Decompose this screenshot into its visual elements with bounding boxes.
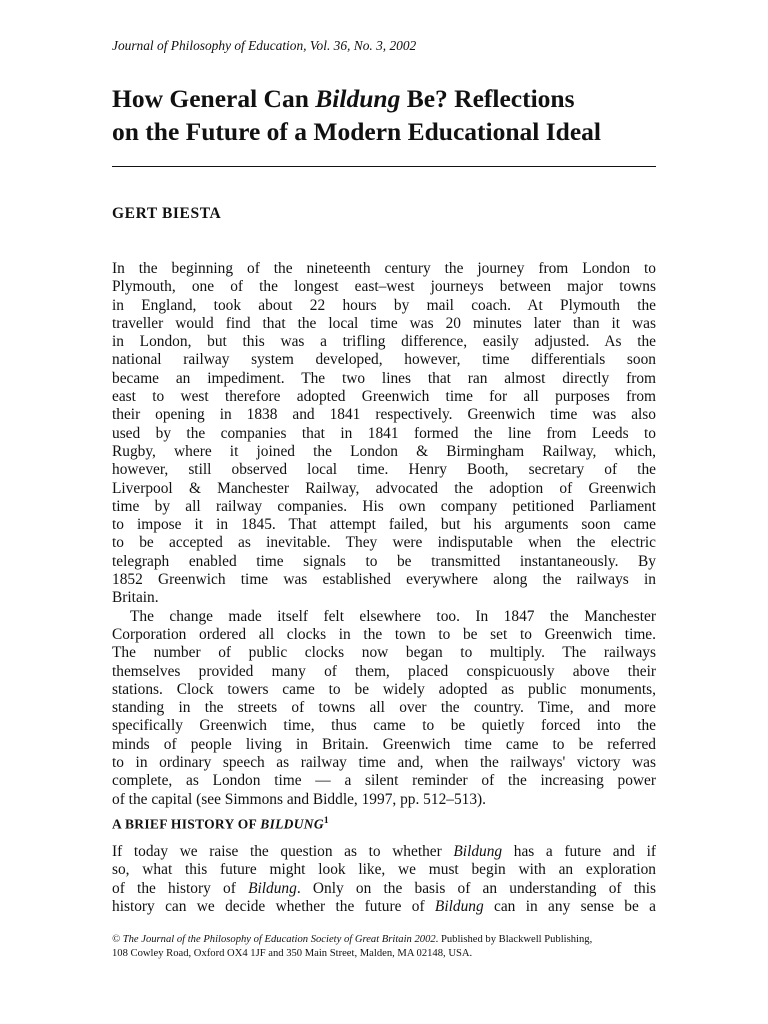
section-heading-text: A BRIEF HISTORY OF (112, 816, 261, 832)
text-run: history can we decide whether the future of (112, 897, 435, 915)
text-line: to be accepted as inevitable. They were indisputable when the electric (112, 534, 656, 552)
text-line: standing in the streets of towns all over the country. Time, and more (112, 699, 656, 717)
paragraph-2 (112, 608, 656, 809)
text-line: however, still observed local time. Henry Booth, secretary of the (112, 461, 656, 479)
text-line: Plymouth, one of the longest east–west journeys between major towns (112, 278, 656, 296)
text-line: In the beginning of the nineteenth century the journey from London to (112, 260, 656, 277)
text-line: stations. Clock towers came to be widely adopted as public monuments, (112, 680, 656, 698)
copyright-footer (112, 933, 656, 961)
title-line-2: on the Future of a Modern Educational Ideal (112, 117, 602, 146)
author-name: GERT BIESTA (112, 205, 222, 222)
text-line: east to west therefore adopted Greenwich time for all purposes from (112, 388, 656, 406)
text-line: specifically Greenwich time, thus came to be quietly forced into the (112, 717, 656, 735)
text-line (112, 898, 656, 916)
text-line: so, what this future might look like, we must begin with an exploration (112, 861, 656, 879)
text-line: 1852 Greenwich time was established everywhere along the railways in (112, 571, 656, 589)
text-line: The change made itself felt elsewhere too. In 1847 the Manchester (130, 607, 656, 625)
text-line: national railway system developed, however, time differentials soon (112, 351, 656, 369)
journal-citation: Journal of Philosophy of Education, Vol. 36, No. 3, 2002 (112, 38, 417, 53)
text-line: minds of people living in Britain. Greenwich time came to be referred (112, 735, 656, 753)
article-title (112, 82, 656, 148)
text-run: If today we raise the question as to whether (112, 843, 454, 860)
text-line: to impose it in 1845. That attempt failed, but his arguments soon came (112, 516, 656, 534)
title-text-1a: How General Can (112, 84, 316, 113)
text-run-italic: Bildung (434, 897, 484, 915)
section-heading-italic: BILDUNG (260, 816, 324, 832)
text-run: of the history of (112, 879, 249, 897)
text-line: Liverpool & Manchester Railway, advocated the adoption of Greenwich (112, 479, 656, 497)
text-line: The number of public clocks now began to multiply. The railways (112, 644, 656, 662)
publisher-info: . Published by Blackwell Publishing, (435, 934, 593, 945)
text-line (112, 880, 656, 898)
text-run: can in any sense be a (483, 897, 656, 915)
title-text-1c: Be? Reflections (400, 84, 575, 113)
text-line: in London, but this was a trifling difference, easily adjusted. As the (112, 333, 656, 351)
text-run: has a future and if (502, 843, 656, 860)
text-line: used by the companies that in 1841 formed the line from Leeds to (112, 424, 656, 442)
text-line (112, 843, 656, 861)
text-run: . Only on the basis of an understanding of this (296, 879, 656, 897)
text-line: telegraph enabled time signals to be transmitted instantaneously. By (112, 552, 656, 570)
body-text (112, 260, 656, 809)
copyright-notice: © The Journal of the Philosophy of Education Society of Great Britain 2002 (112, 934, 436, 945)
text-line: to in ordinary speech as railway time and, when the railways' victory was (112, 754, 656, 772)
title-line-1 (112, 82, 656, 115)
text-line: in England, took about 22 hours by mail coach. At Plymouth the (112, 296, 656, 314)
text-run-italic: Bildung (453, 843, 503, 860)
section-heading (112, 816, 329, 833)
title-text-1b: Bildung (315, 84, 401, 113)
text-line: of the capital (see Simmons and Biddle, 1997, pp. 512–513). (112, 790, 487, 808)
text-run-italic: Bildung (248, 879, 297, 897)
text-line: complete, as London time — a silent reminder of the increasing power (112, 772, 656, 790)
title-divider (112, 166, 656, 167)
footer-line-1 (112, 933, 656, 947)
text-line: Britain. (112, 589, 159, 607)
text-line: became an impediment. The two lines that ran almost directly from (112, 369, 656, 387)
text-line: time by all railway companies. His own company petitioned Parliament (112, 497, 656, 515)
footnote-marker: 1 (323, 816, 329, 826)
text-line: traveller would find that the local time was 20 minutes later than it was (112, 314, 656, 332)
text-line: themselves provided many of them, placed conspicuously above their (112, 662, 656, 680)
text-line: their opening in 1838 and 1841 respectively. Greenwich time was also (112, 406, 656, 424)
text-line: Corporation ordered all clocks in the town to be set to Greenwich time. (112, 625, 656, 643)
footer-address: 108 Cowley Road, Oxford OX4 1JF and 350 Main Street, Malden, MA 02148, USA. (112, 947, 473, 959)
text-line: Rugby, where it joined the London & Birmingham Railway, which, (112, 442, 656, 460)
paragraph-1 (112, 260, 656, 608)
paragraph-3 (112, 843, 656, 916)
